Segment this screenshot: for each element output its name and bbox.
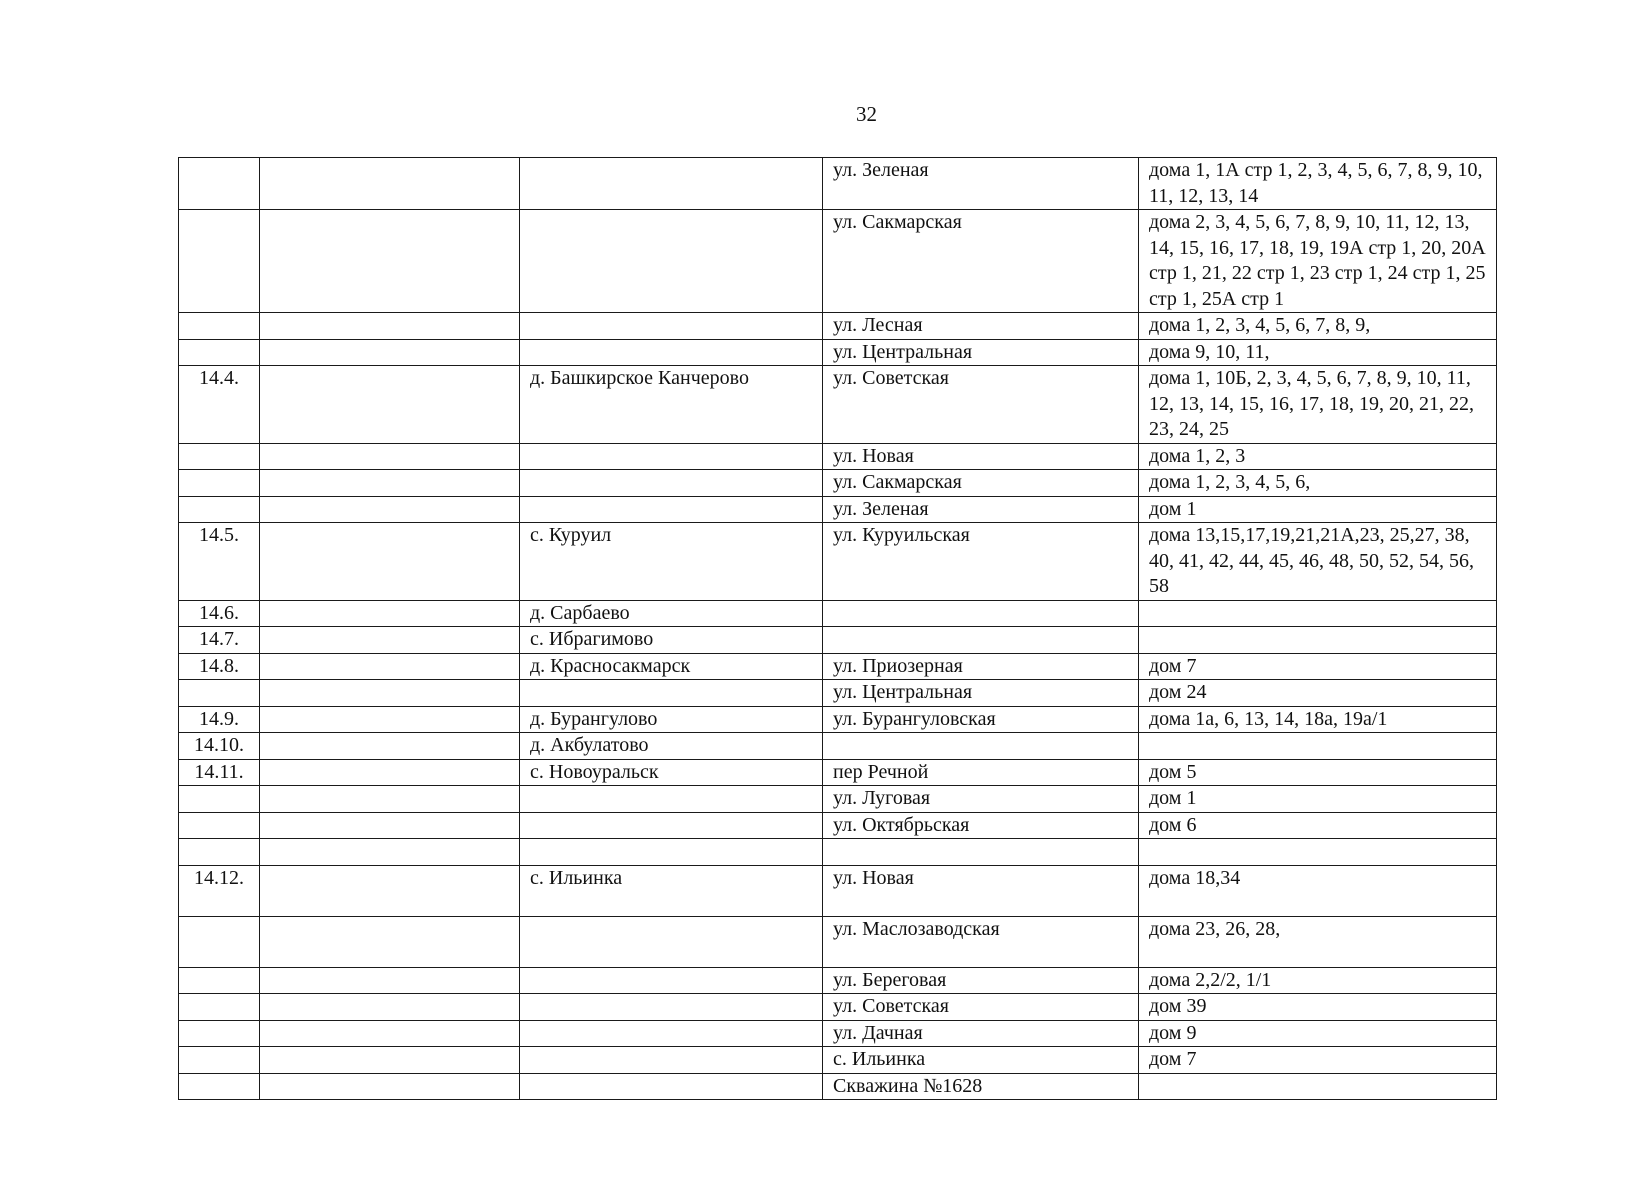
locality-cell xyxy=(520,339,823,366)
houses-cell: дом 7 xyxy=(1139,1047,1497,1074)
street-cell: ул. Зеленая xyxy=(823,496,1139,523)
address-table xyxy=(178,157,1497,1100)
houses-cell: дом 24 xyxy=(1139,680,1497,707)
houses-cell: дом 1 xyxy=(1139,496,1497,523)
locality-cell: с. Новоуральск xyxy=(520,759,823,786)
locality-cell xyxy=(520,443,823,470)
item-number-cell xyxy=(179,339,260,366)
blank-cell xyxy=(260,1073,520,1100)
blank-cell xyxy=(260,839,520,866)
item-number-cell: 14.7. xyxy=(179,627,260,654)
table-row xyxy=(179,865,1497,916)
table-row xyxy=(179,967,1497,994)
item-number-cell: 14.11. xyxy=(179,759,260,786)
blank-cell xyxy=(260,339,520,366)
locality-cell xyxy=(520,916,823,967)
houses-cell: дома 1, 2, 3, 4, 5, 6, xyxy=(1139,470,1497,497)
locality-cell: д. Башкирское Канчерово xyxy=(520,366,823,444)
houses-cell: дом 9 xyxy=(1139,1020,1497,1047)
table-row xyxy=(179,706,1497,733)
table-row xyxy=(179,1073,1497,1100)
locality-cell: д. Сарбаево xyxy=(520,600,823,627)
blank-cell xyxy=(260,812,520,839)
street-cell: ул. Лесная xyxy=(823,313,1139,340)
locality-cell xyxy=(520,313,823,340)
street-cell: ул. Советская xyxy=(823,994,1139,1021)
table-row xyxy=(179,786,1497,813)
item-number-cell: 14.5. xyxy=(179,523,260,601)
item-number-cell xyxy=(179,839,260,866)
street-cell: ул. Новая xyxy=(823,865,1139,916)
houses-cell: дом 39 xyxy=(1139,994,1497,1021)
page-number: 32 xyxy=(856,102,877,126)
locality-cell: с. Ибрагимово xyxy=(520,627,823,654)
street-cell: ул. Маслозаводская xyxy=(823,916,1139,967)
houses-cell xyxy=(1139,1073,1497,1100)
houses-cell: дом 5 xyxy=(1139,759,1497,786)
street-cell: ул. Центральная xyxy=(823,339,1139,366)
locality-cell xyxy=(520,210,823,313)
street-cell: с. Ильинка xyxy=(823,1047,1139,1074)
blank-cell xyxy=(260,313,520,340)
locality-cell xyxy=(520,1047,823,1074)
street-cell xyxy=(823,600,1139,627)
blank-cell xyxy=(260,994,520,1021)
houses-cell: дома 1, 2, 3 xyxy=(1139,443,1497,470)
locality-cell xyxy=(520,786,823,813)
houses-cell: дома 1, 2, 3, 4, 5, 6, 7, 8, 9, xyxy=(1139,313,1497,340)
blank-cell xyxy=(260,443,520,470)
item-number-cell: 14.8. xyxy=(179,653,260,680)
item-number-cell xyxy=(179,470,260,497)
houses-cell: дома 13,15,17,19,21,21А,23, 25,27, 38, 40, 41, 42, 44, 45, 46, 48, 50, 52, 54, 56, 58 xyxy=(1139,523,1497,601)
blank-cell xyxy=(260,916,520,967)
blank-cell xyxy=(260,496,520,523)
street-cell xyxy=(823,627,1139,654)
locality-cell xyxy=(520,967,823,994)
houses-cell xyxy=(1139,600,1497,627)
item-number-cell: 14.6. xyxy=(179,600,260,627)
item-number-cell xyxy=(179,994,260,1021)
blank-cell xyxy=(260,523,520,601)
blank-cell xyxy=(260,158,520,210)
item-number-cell xyxy=(179,680,260,707)
houses-cell: дома 2,2/2, 1/1 xyxy=(1139,967,1497,994)
item-number-cell xyxy=(179,1047,260,1074)
locality-cell: с. Куруил xyxy=(520,523,823,601)
houses-cell: дома 9, 10, 11, xyxy=(1139,339,1497,366)
blank-cell xyxy=(260,759,520,786)
item-number-cell: 14.4. xyxy=(179,366,260,444)
table-row xyxy=(179,839,1497,866)
item-number-cell xyxy=(179,210,260,313)
table-row xyxy=(179,653,1497,680)
locality-cell: д. Бурангулово xyxy=(520,706,823,733)
item-number-cell xyxy=(179,313,260,340)
blank-cell xyxy=(260,210,520,313)
blank-cell xyxy=(260,865,520,916)
street-cell: ул. Центральная xyxy=(823,680,1139,707)
table-row xyxy=(179,470,1497,497)
locality-cell xyxy=(520,158,823,210)
street-cell xyxy=(823,733,1139,760)
locality-cell xyxy=(520,839,823,866)
table-row xyxy=(179,916,1497,967)
houses-cell: дом 6 xyxy=(1139,812,1497,839)
item-number-cell xyxy=(179,158,260,210)
table-row xyxy=(179,366,1497,444)
table-row xyxy=(179,627,1497,654)
item-number-cell xyxy=(179,1020,260,1047)
item-number-cell xyxy=(179,1073,260,1100)
item-number-cell xyxy=(179,786,260,813)
street-cell: ул. Куруильская xyxy=(823,523,1139,601)
locality-cell xyxy=(520,1073,823,1100)
street-cell: ул. Зеленая xyxy=(823,158,1139,210)
houses-cell xyxy=(1139,839,1497,866)
table-row xyxy=(179,994,1497,1021)
table-row xyxy=(179,210,1497,313)
table-row xyxy=(179,1047,1497,1074)
item-number-cell xyxy=(179,496,260,523)
locality-cell xyxy=(520,1020,823,1047)
street-cell: ул. Октябрьская xyxy=(823,812,1139,839)
street-cell: ул. Советская xyxy=(823,366,1139,444)
houses-cell: дома 1, 10Б, 2, 3, 4, 5, 6, 7, 8, 9, 10, 11, 12, 13, 14, 15, 16, 17, 18, 19, 20, 21, 22, 23, 24, 25 xyxy=(1139,366,1497,444)
locality-cell: д. Акбулатово xyxy=(520,733,823,760)
table-row xyxy=(179,733,1497,760)
locality-cell xyxy=(520,994,823,1021)
houses-cell xyxy=(1139,627,1497,654)
table-row xyxy=(179,158,1497,210)
street-cell: Скважина №1628 xyxy=(823,1073,1139,1100)
houses-cell xyxy=(1139,733,1497,760)
street-cell: ул. Дачная xyxy=(823,1020,1139,1047)
table-row xyxy=(179,339,1497,366)
street-cell: пер Речной xyxy=(823,759,1139,786)
locality-cell: с. Ильинка xyxy=(520,865,823,916)
item-number-cell: 14.9. xyxy=(179,706,260,733)
table-row xyxy=(179,1020,1497,1047)
blank-cell xyxy=(260,733,520,760)
blank-cell xyxy=(260,1047,520,1074)
street-cell xyxy=(823,839,1139,866)
street-cell: ул. Приозерная xyxy=(823,653,1139,680)
street-cell: ул. Луговая xyxy=(823,786,1139,813)
houses-cell: дома 2, 3, 4, 5, 6, 7, 8, 9, 10, 11, 12, 13, 14, 15, 16, 17, 18, 19, 19А стр 1, 20, 20А стр 1, 21, 22 стр 1, 23 стр 1, 24 стр 1, 25 стр 1, 25А стр 1 xyxy=(1139,210,1497,313)
locality-cell xyxy=(520,496,823,523)
street-cell: ул. Новая xyxy=(823,443,1139,470)
blank-cell xyxy=(260,1020,520,1047)
blank-cell xyxy=(260,706,520,733)
table-row xyxy=(179,600,1497,627)
blank-cell xyxy=(260,470,520,497)
houses-cell: дом 7 xyxy=(1139,653,1497,680)
houses-cell: дом 1 xyxy=(1139,786,1497,813)
street-cell: ул. Бурангуловская xyxy=(823,706,1139,733)
locality-cell xyxy=(520,812,823,839)
street-cell: ул. Береговая xyxy=(823,967,1139,994)
street-cell: ул. Сакмарская xyxy=(823,210,1139,313)
locality-cell xyxy=(520,680,823,707)
houses-cell: дома 23, 26, 28, xyxy=(1139,916,1497,967)
blank-cell xyxy=(260,366,520,444)
houses-cell: дома 1, 1А стр 1, 2, 3, 4, 5, 6, 7, 8, 9, 10, 11, 12, 13, 14 xyxy=(1139,158,1497,210)
street-cell: ул. Сакмарская xyxy=(823,470,1139,497)
blank-cell xyxy=(260,680,520,707)
item-number-cell xyxy=(179,443,260,470)
item-number-cell xyxy=(179,916,260,967)
item-number-cell: 14.12. xyxy=(179,865,260,916)
houses-cell: дома 1а, 6, 13, 14, 18а, 19а/1 xyxy=(1139,706,1497,733)
table-row xyxy=(179,443,1497,470)
table-row xyxy=(179,523,1497,601)
item-number-cell: 14.10. xyxy=(179,733,260,760)
blank-cell xyxy=(260,653,520,680)
table-row xyxy=(179,812,1497,839)
table-row xyxy=(179,313,1497,340)
locality-cell: д. Красносакмарск xyxy=(520,653,823,680)
locality-cell xyxy=(520,470,823,497)
item-number-cell xyxy=(179,812,260,839)
table-row xyxy=(179,759,1497,786)
blank-cell xyxy=(260,627,520,654)
table-row xyxy=(179,680,1497,707)
table-row xyxy=(179,496,1497,523)
blank-cell xyxy=(260,600,520,627)
item-number-cell xyxy=(179,967,260,994)
houses-cell: дома 18,34 xyxy=(1139,865,1497,916)
blank-cell xyxy=(260,786,520,813)
blank-cell xyxy=(260,967,520,994)
